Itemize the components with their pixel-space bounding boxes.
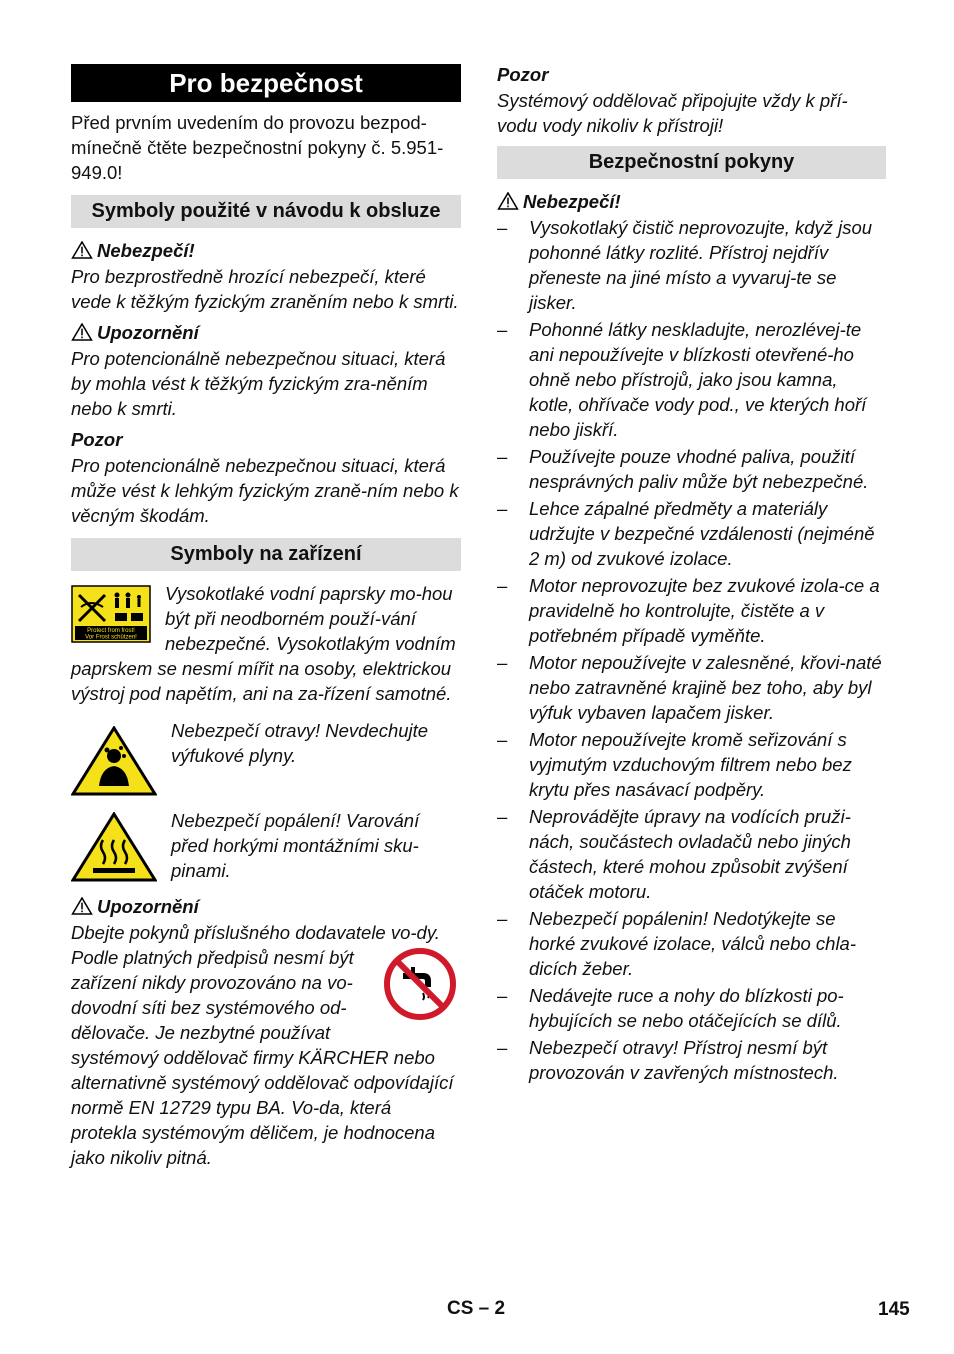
warning-text: Pro potencionálně nebezpečnou situaci, která by mohla vést k těžkým fyzickým zra-něním nebo k smrti.	[71, 348, 446, 419]
list-item: – Motor nepoužívejte kromě seřizování s vyjmutým vzduchovým filtrem nebo bez krytu přes nasávací podpěry.	[497, 727, 886, 802]
warning-triangle-icon	[71, 241, 93, 259]
poison-text: Nebezpečí otravy! Nevdechujte výfukové plyny.	[171, 720, 429, 766]
separator-text: Podle platných předpisů nesmí být zařízení nikdy provozováno na vo-dovodní síti bez systémového od-dělovače. Je nezbytné používat systémový oddělovač firmy KÄRCHER nebo alternativně systémový oddělovač odpovídající normě EN 12729 typu BA. Vo-da, která protekla systémovým děličem, je hodnocena jako nikoliv pitná.	[71, 947, 454, 1168]
danger-text: Pro bezprostředně hrozící nebezpečí, které vede k těžkým fyzickým zraněním nebo k smrti.	[71, 266, 459, 312]
jet-text: Vysokotlaké vodní paprsky mo-hou být při neodborném použí-vání nebezpečné. Vysokotlakým vodním paprskem se nesmí mířit na osoby, elektrickou výstroj pod napětím, ani na za-řízení samotné.	[71, 583, 456, 704]
right-column	[497, 62, 886, 1087]
poison-gas-icon	[71, 726, 157, 796]
left-column	[71, 64, 461, 1170]
list-item: – Nedávejte ruce a nohy do blízkosti po-hybujících se nebo otáčejících se dílů.	[497, 983, 886, 1033]
warning-triangle-icon	[71, 323, 93, 341]
separator-block	[71, 945, 461, 1170]
burn-symbol-block	[71, 808, 461, 884]
list-item: – Lehce zápalné předměty a materiály udržujte v bezpečné vzdálenosti (nejméně 2 m) od zvukové izolace.	[497, 496, 886, 571]
section-heading-symbols-manual: Symboly použité v návodu k obsluze	[71, 195, 461, 228]
high-pressure-jet-sticker-icon	[71, 585, 151, 643]
footer-section-label: CS – 2	[447, 1298, 506, 1319]
list-item: – Nebezpečí popálenin! Nedotýkejte se horké zvukové izolace, válců nebo chla-dicích žeber.	[497, 906, 886, 981]
section-heading-device-symbols: Symboly na zařízení	[71, 538, 461, 571]
warning-triangle-icon	[71, 897, 93, 915]
list-item: – Používejte pouze vhodné paliva, použití nesprávných paliv může být nebezpečné.	[497, 444, 886, 494]
warning-triangle-icon	[497, 192, 519, 210]
burn-text: Nebezpečí popálení! Varování před horkými montážními sku-pinami.	[171, 810, 420, 881]
safety-list	[497, 215, 886, 1085]
section-heading-safety: Bezpečnostní pokyny	[497, 146, 886, 179]
caution-text: Pro potencionálně nebezpečnou situaci, která může vést k lehkým fyzickým zraně-ním nebo k věcným škodám.	[71, 455, 459, 526]
hot-surface-icon	[71, 812, 157, 882]
list-item: – Pohonné látky neskladujte, nerozlévej-te ani nepoužívejte v blízkosti otevřené-ho ohně nebo přístrojů, jako jsou kamna, kotle, ohřívače vody pod., ve kterých hoří nebo jiskří.	[497, 317, 886, 442]
svg-text:Vor Frost schützen!: Vor Frost schützen!	[85, 634, 137, 641]
warning2-text: Dbejte pokynů příslušného dodavatele vo-dy.	[71, 922, 440, 943]
warning-label: Upozornění	[71, 320, 461, 346]
page-number: 145	[878, 1299, 910, 1320]
caution-label: Pozor	[71, 429, 123, 450]
no-drinking-water-icon	[383, 947, 457, 1021]
jet-symbol-block	[71, 581, 461, 706]
list-item: – Motor nepoužívejte v zalesněné, křovi-naté nebo zatravněné krajině bez toho, aby byl výfuk vybaven lapačem jisker.	[497, 650, 886, 725]
list-item: – Nebezpečí otravy! Přístroj nesmí být provozován v zavřených místnostech.	[497, 1035, 886, 1085]
list-item: – Vysokotlaký čistič neprovozujte, když jsou pohonné látky rozlité. Přístroj nejdřív přeneste na jiné místo a vyvaruj-te se jisker.	[497, 215, 886, 315]
caution-text-right: Systémový oddělovač připojujte vždy k pří-vodu vody nikoliv k přístroji!	[497, 90, 848, 136]
list-item: – Motor neprovozujte bez zvukové izola-ce a pravidelně ho kontrolujte, čistěte a v potřebném případě vyměňte.	[497, 573, 886, 648]
page-title: Pro bezpečnost	[71, 64, 461, 102]
svg-text:Protect from frost!: Protect from frost!	[87, 628, 135, 634]
danger-label: Nebezpečí!	[71, 238, 461, 264]
intro-text: Před prvním uvedením do provozu bezpod-mínečně čtěte bezpečnostní pokyny č. 5.951-949.0!	[71, 112, 444, 183]
caution-label-right: Pozor	[497, 64, 549, 85]
danger-label-right: Nebezpečí!	[497, 189, 886, 215]
poison-symbol-block	[71, 718, 461, 798]
list-item: – Neprovádějte úpravy na vodících pruži-nách, součástech ovladačů nebo jiných částech, které mohou způsobit zvýšení otáček motoru.	[497, 804, 886, 904]
warning2-label: Upozornění	[71, 894, 461, 920]
